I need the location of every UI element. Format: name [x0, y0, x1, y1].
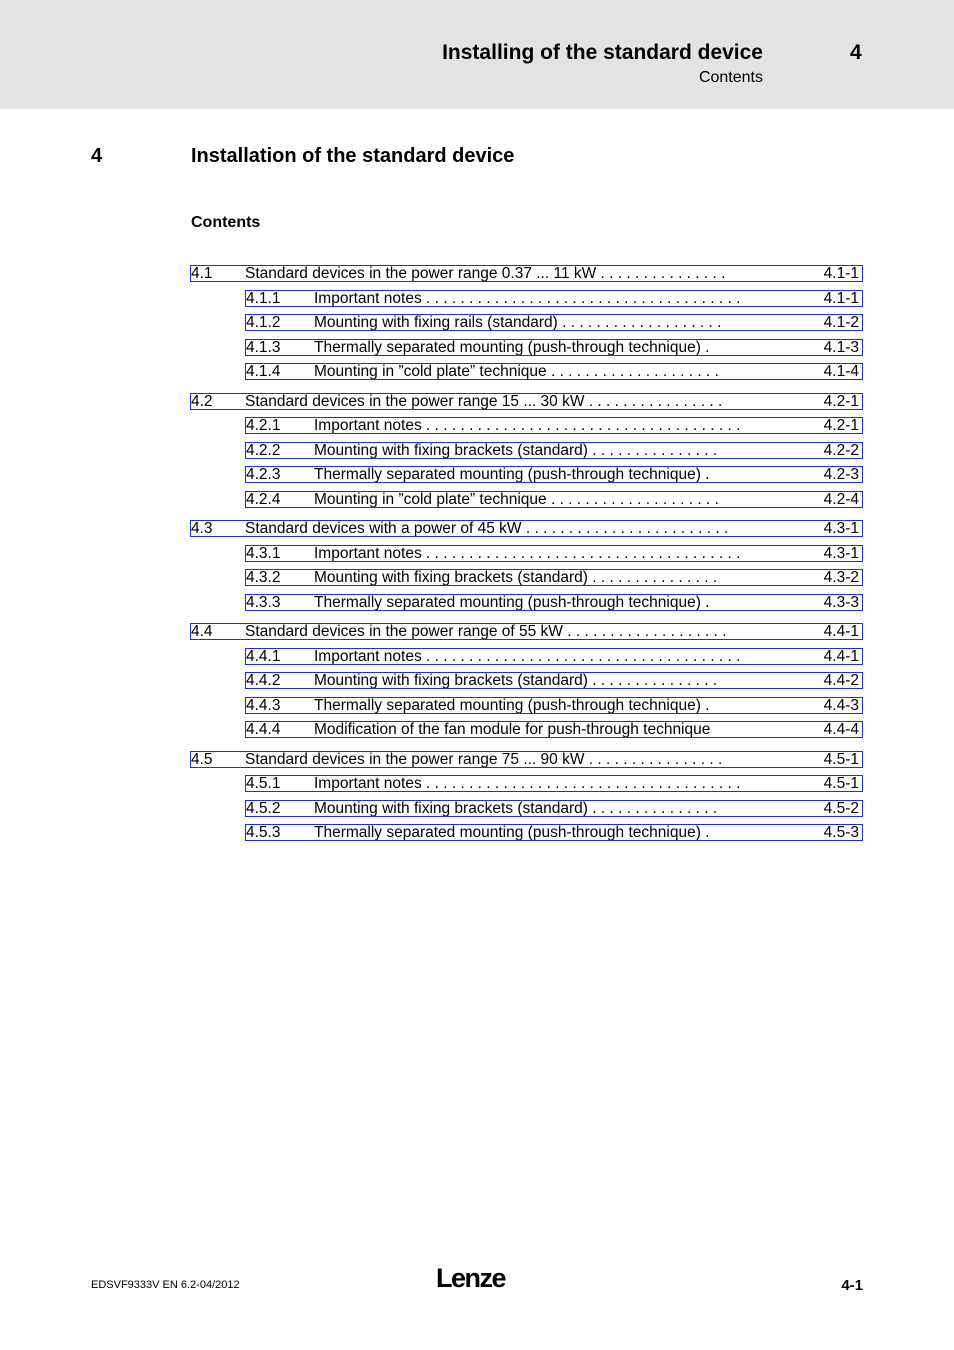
toc-entry-page: 4.2-2 [823, 441, 859, 459]
toc-subsection-link[interactable] [245, 363, 863, 380]
toc-entry-page: 4.1-4 [823, 363, 859, 380]
header-band [0, 0, 954, 109]
toc-entry-title: Mounting with fixing brackets (standard) . . . . . . . . . . . . . . . [314, 799, 718, 817]
toc-entry-number: 4.4.1 [246, 647, 281, 665]
chapter-title: Installation of the standard device [191, 145, 515, 167]
header-title: Installing of the standard device [442, 41, 763, 64]
toc-entry-title: Mounting with fixing brackets (standard) . . . . . . . . . . . . . . . [314, 441, 718, 459]
toc-entry-number: 4.1.4 [246, 363, 281, 380]
toc-subsection-link[interactable] [245, 594, 863, 611]
toc-entry-page: 4.2-1 [823, 417, 859, 434]
toc-entry-page: 4.5-1 [823, 750, 859, 768]
toc-entry-page: 4.3-1 [823, 520, 859, 537]
toc-section-link[interactable] [190, 265, 863, 282]
toc-entry-page: 4.4-2 [823, 672, 859, 689]
toc-entry-page: 4.1-1 [823, 265, 859, 282]
toc-entry-title: Mounting in ”cold plate” technique . . . . . . . . . . . . . . . . . . . . [314, 363, 719, 380]
toc-entry-number: 4.4.3 [246, 696, 281, 714]
toc-subsection-link[interactable] [245, 824, 863, 841]
toc-entry-page: 4.4-1 [823, 623, 859, 640]
toc-entry-title: Mounting with fixing rails (standard) . . . . . . . . . . . . . . . . . . . [314, 314, 722, 331]
toc-entry-title: Mounting in ”cold plate” technique . . . . . . . . . . . . . . . . . . . . [314, 490, 719, 508]
toc-entry-number: 4.4.2 [246, 672, 281, 689]
toc-section-link[interactable] [190, 751, 863, 768]
toc-section-link[interactable] [190, 520, 863, 537]
toc-entry-title: Mounting with fixing brackets (standard) . . . . . . . . . . . . . . . [314, 569, 718, 586]
toc-entry-page: 4.5-1 [823, 775, 859, 792]
lenze-logo: Lenze [436, 1263, 506, 1293]
toc-entry-title: Standard devices in the power range 0.37 ... 11 kW . . . . . . . . . . . . . . . [245, 265, 726, 282]
chapter-number: 4 [91, 145, 103, 167]
toc-subsection-link[interactable] [245, 721, 863, 738]
toc-subsection-link[interactable] [245, 672, 863, 689]
toc-entry-title: Standard devices in the power range of 55 kW . . . . . . . . . . . . . . . . . . . [245, 623, 727, 640]
toc-entry-page: 4.4-1 [823, 647, 859, 665]
toc-entry-title: Thermally separated mounting (push-through technique) . [314, 696, 710, 714]
toc-subsection-link[interactable] [245, 339, 863, 356]
toc-entry-page: 4.4-3 [823, 696, 859, 714]
toc-entry-page: 4.3-2 [823, 569, 859, 586]
toc-entry-number: 4.3.2 [246, 569, 281, 586]
toc-subsection-link[interactable] [245, 775, 863, 792]
toc-entry-number: 4.2.4 [246, 490, 281, 508]
toc-section-link[interactable] [190, 393, 863, 410]
toc-entry-number: 4.2.2 [246, 441, 281, 459]
toc-subsection-link[interactable] [245, 442, 863, 459]
header-chapter-number: 4 [850, 41, 862, 64]
toc-entry-number: 4.1.1 [246, 289, 281, 307]
toc-entry-number: 4.3.1 [246, 544, 281, 562]
toc-entry-number: 4.1.3 [246, 338, 281, 356]
toc-entry-title: Mounting with fixing brackets (standard) . . . . . . . . . . . . . . . [314, 672, 718, 689]
toc-entry-page: 4.1-3 [823, 338, 859, 356]
toc-entry-page: 4.1-2 [823, 314, 859, 331]
footer-page-number: 4-1 [841, 1277, 863, 1294]
toc-entry-title: Important notes . . . . . . . . . . . . . . . . . . . . . . . . . . . . . . . . . . . . . [314, 544, 741, 562]
toc-subsection-link[interactable] [245, 800, 863, 817]
toc-entry-number: 4.2 [191, 392, 213, 410]
toc-subsection-link[interactable] [245, 545, 863, 562]
toc-subsection-link[interactable] [245, 491, 863, 508]
toc-entry-title: Important notes . . . . . . . . . . . . . . . . . . . . . . . . . . . . . . . . . . . . . [314, 289, 741, 307]
toc-entry-number: 4.2.1 [246, 417, 281, 434]
footer-doc-id: EDSVF9333V EN 6.2-04/2012 [91, 1279, 240, 1291]
toc-entry-page: 4.3-3 [823, 593, 859, 611]
toc-entry-number: 4.3.3 [246, 593, 281, 611]
toc-section-link[interactable] [190, 623, 863, 640]
toc-entry-page: 4.1-1 [823, 289, 859, 307]
toc-entry-page: 4.2-1 [823, 392, 859, 410]
toc-entry-number: 4.5.2 [246, 799, 281, 817]
toc-entry-page: 4.5-3 [823, 824, 859, 841]
toc-subsection-link[interactable] [245, 314, 863, 331]
toc-subsection-link[interactable] [245, 290, 863, 307]
toc-entry-page: 4.3-1 [823, 544, 859, 562]
toc-entry-title: Modification of the fan module for push-through technique [314, 721, 711, 738]
toc-entry-title: Important notes . . . . . . . . . . . . . . . . . . . . . . . . . . . . . . . . . . . . . [314, 417, 741, 434]
toc-entry-title: Thermally separated mounting (push-through technique) . [314, 466, 710, 483]
contents-heading: Contents [191, 214, 261, 231]
toc-entry-number: 4.5.3 [246, 824, 281, 841]
toc-subsection-link[interactable] [245, 417, 863, 434]
toc-subsection-link[interactable] [245, 466, 863, 483]
toc-entry-number: 4.5.1 [246, 775, 281, 792]
toc-entry-title: Important notes . . . . . . . . . . . . . . . . . . . . . . . . . . . . . . . . . . . . . [314, 775, 741, 792]
toc-entry-title: Standard devices with a power of 45 kW . . . . . . . . . . . . . . . . . . . . . . . . [245, 520, 729, 537]
toc-entry-number: 4.4 [191, 623, 213, 640]
toc-subsection-link[interactable] [245, 648, 863, 665]
toc-entry-number: 4.4.4 [246, 721, 281, 738]
toc-entry-page: 4.4-4 [823, 721, 859, 738]
toc-entry-title: Thermally separated mounting (push-through technique) . [314, 593, 710, 611]
toc-entry-page: 4.2-4 [823, 490, 859, 508]
toc-entry-title: Important notes . . . . . . . . . . . . . . . . . . . . . . . . . . . . . . . . . . . . . [314, 647, 741, 665]
toc-entry-number: 4.1.2 [246, 314, 281, 331]
toc-subsection-link[interactable] [245, 697, 863, 714]
toc-entry-number: 4.2.3 [246, 466, 281, 483]
toc-entry-number: 4.3 [191, 520, 213, 537]
toc-entry-number: 4.1 [191, 265, 213, 282]
header-subtitle: Contents [698, 69, 763, 86]
toc-entry-title: Thermally separated mounting (push-through technique) . [314, 824, 710, 841]
toc-entry-title: Standard devices in the power range 15 ... 30 kW . . . . . . . . . . . . . . . . [245, 392, 723, 410]
toc-entry-title: Standard devices in the power range 75 ... 90 kW . . . . . . . . . . . . . . . . [245, 750, 723, 768]
toc-entry-number: 4.5 [191, 750, 213, 768]
toc-entry-page: 4.2-3 [823, 466, 859, 483]
toc-entry-title: Thermally separated mounting (push-through technique) . [314, 338, 710, 356]
toc-entry-page: 4.5-2 [823, 799, 859, 817]
toc-subsection-link[interactable] [245, 569, 863, 586]
